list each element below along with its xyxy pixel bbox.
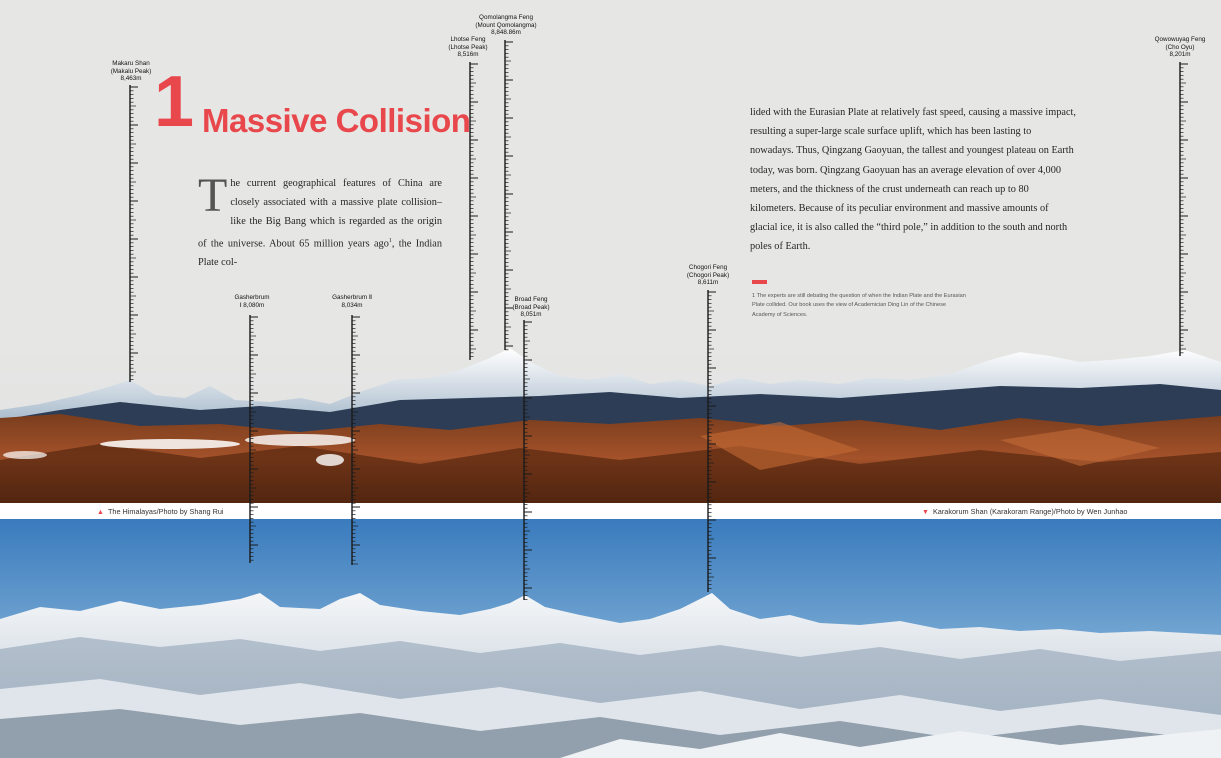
body-text-left: The current geographical features of China are closely associated with a massive plate collision–like the Big Bang which is regarded as the origin of the universe. About 65 million years ago$^1$, the Indian Plate col- [198, 169, 442, 269]
ruler-chogori [708, 290, 716, 592]
peak-label-lhotse: Lhotse Feng (Lhotse Peak) 8,516m [448, 36, 488, 58]
ruler-broad [524, 320, 532, 600]
footnote-ref: 1 [388, 237, 392, 244]
peak-label-makalu: Makaru Shan (Makalu Peak) 8,463m [110, 60, 152, 82]
arrow-down-icon: ▼ [922, 509, 929, 516]
ruler-gash1 [250, 315, 258, 563]
arrow-up-icon: ▲ [97, 509, 104, 516]
ruler-lhotse [470, 62, 478, 360]
peak-label-qomolangma: Qomolangma Feng (Mount Qomolangma) 8,848.86m [475, 14, 537, 36]
caption-himalayas: ▲ The Himalayas/Photo by Shang Rui [97, 507, 224, 516]
peak-label-cho-oyu: Qowowuyag Feng (Cho Oyu) 8,201m [1154, 36, 1206, 58]
peak-label-broad: Broad Feng (Broad Peak) 8,051m [512, 296, 550, 318]
footnote-text: 1 The experts are still debating the question of when the Indian Plate and the Eurasian Plate collided. Our book uses the view of Academician Ding Lin of the Chinese Academy of Sciences. [752, 293, 966, 318]
ruler-cho [1180, 62, 1188, 356]
peak-label-chogori: Chogori Feng (Chogori Peak) 8,611m [686, 264, 730, 286]
chapter-title: Massive Collision [202, 102, 471, 139]
caption-karakoram: ▼ Karakorum Shan (Karakoram Range)/Photo by Wen Junhao [922, 507, 1128, 516]
body-text-right: lided with the Eurasian Plate at relatively fast speed, causing a massive impact, resulting a super-large scale surface uplift, which has been lasting to nowadays. Thus, Qingzang Gaoyuan, the tallest and youngest plateau on Earth today, was born. Qingzang Gaoyuan has an average elevation of over 4,000 meters, and the thickness of the crust underneath can reach up to 80 kilometers. Because of its peculiar environment and massive amounts of glacial ice, it is also called the “third pole,” in addition to the south and north poles of Earth. [750, 107, 1076, 253]
ruler-makalu [130, 85, 138, 382]
chapter-number: 1 [154, 62, 193, 142]
peak-label-gasherbrum-2: Gasherbrum Ⅱ 8,034m [332, 294, 372, 309]
drop-cap: T [198, 169, 228, 222]
footnote-marker [752, 280, 767, 284]
peak-label-gasherbrum-1: Gasherbrum Ⅰ 8,080m [234, 294, 270, 309]
ruler-gash2 [352, 315, 360, 565]
